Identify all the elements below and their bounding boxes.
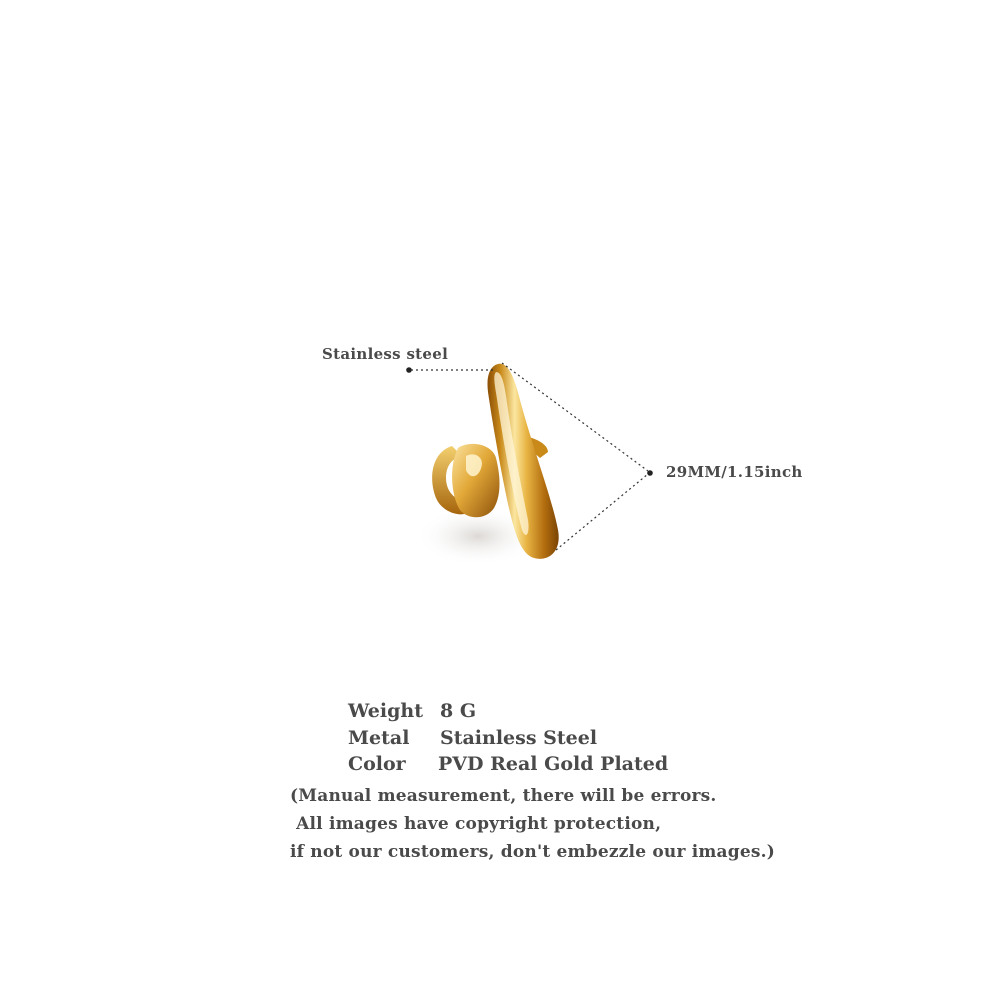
- spec-metal-value: Stainless Steel: [440, 726, 598, 749]
- spec-color-value: PVD Real Gold Plated: [438, 753, 669, 775]
- material-leader-dot: [406, 367, 412, 373]
- size-leader-bottom: [556, 474, 648, 550]
- spec-weight-value: 8 G: [440, 700, 477, 722]
- spec-color-label: Color: [348, 753, 406, 775]
- disclaimer-notes: [290, 786, 775, 870]
- material-annotation: Stainless steel: [322, 345, 449, 363]
- spec-weight-label: Weight: [348, 700, 423, 722]
- note-line-3: if not our customers, don't embezzle our images.): [290, 842, 776, 862]
- note-line-2: All images have copyright protection,: [290, 814, 662, 834]
- spec-metal-label: Metal: [348, 726, 410, 749]
- note-line-1: (Manual measurement, there will be errors.: [290, 786, 717, 806]
- size-annotation: 29MM/1.15inch: [666, 463, 803, 481]
- ring-pebble: [452, 444, 499, 517]
- size-leader-dot: [647, 470, 653, 476]
